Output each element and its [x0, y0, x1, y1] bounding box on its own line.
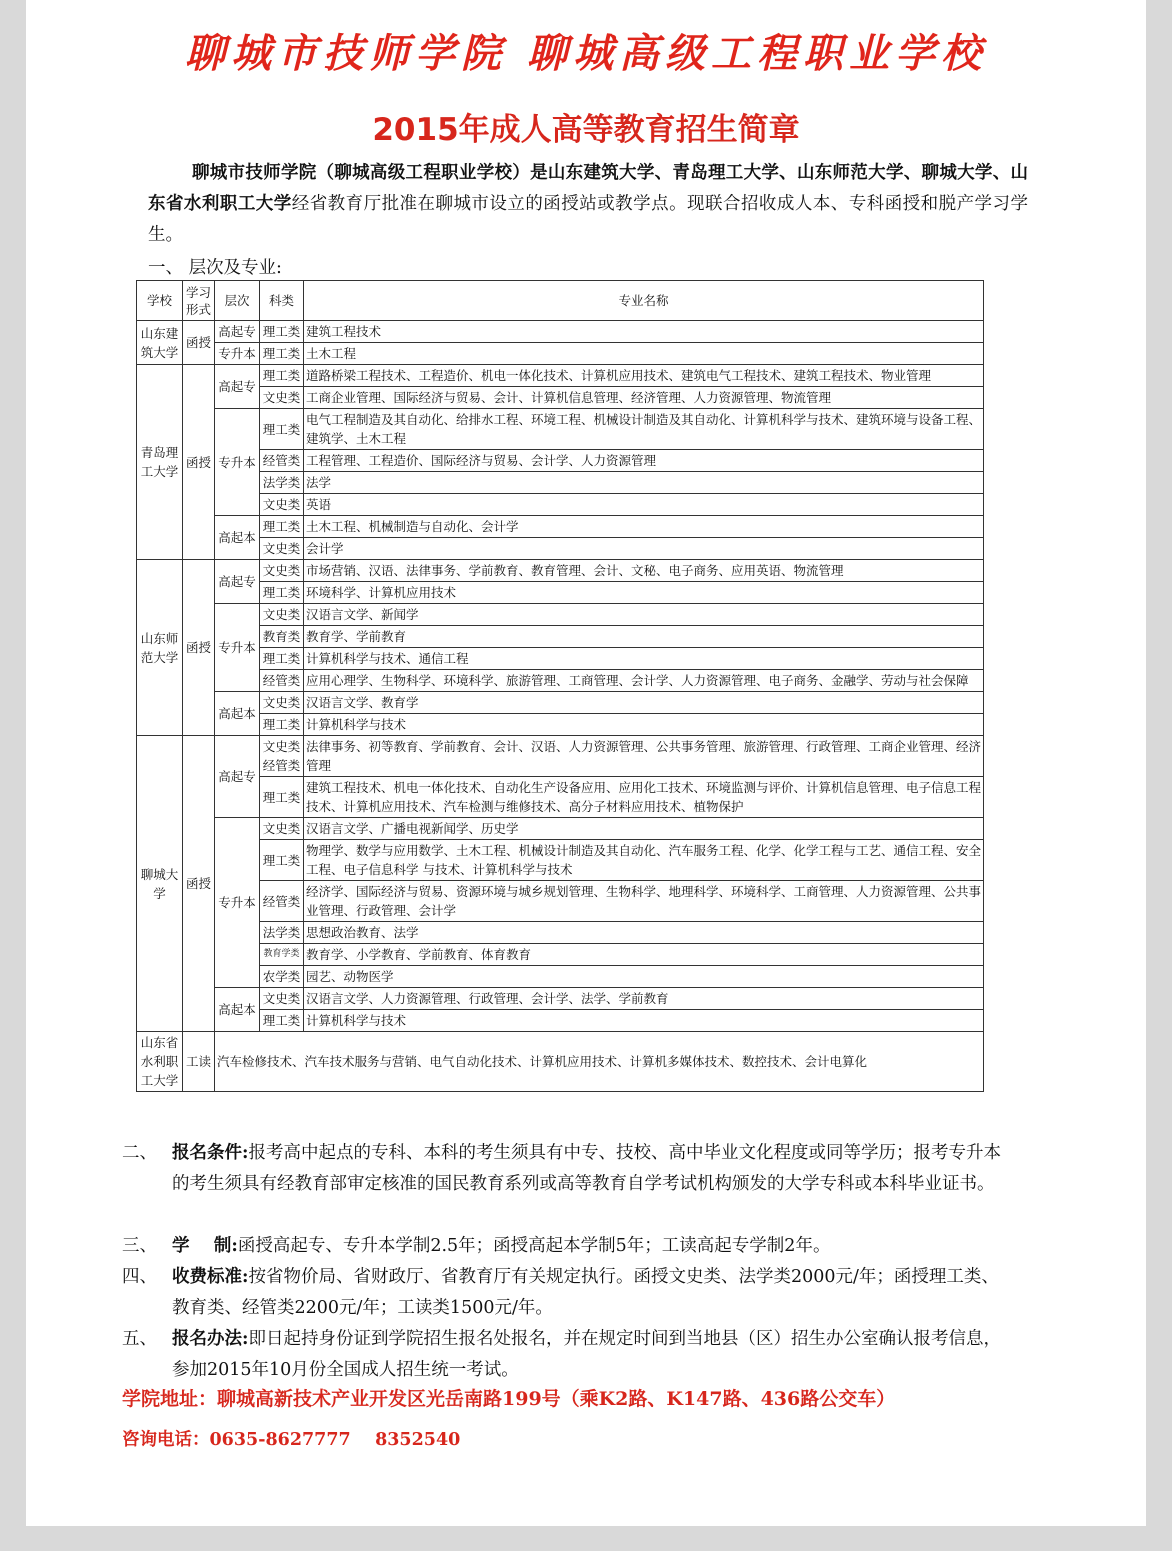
- section-label: 收费标准:: [172, 1267, 249, 1287]
- table-row: [137, 692, 984, 714]
- category-cell: 文史类: [260, 538, 304, 560]
- major-cell: 工商企业管理、国际经济与贸易、会计、计算机信息管理、经济管理、人力资源管理、物流管理: [304, 387, 984, 409]
- category-cell: 理工类: [260, 516, 304, 538]
- level-cell: 专升本: [215, 409, 260, 516]
- header-major: 专业名称: [304, 281, 984, 321]
- majors-table: [136, 280, 984, 1092]
- major-cell: 电气工程制造及其自动化、给排水工程、环境工程、机械设计制造及其自动化、计算机科学与技术、建筑环境与设备工程、建筑学、土木工程: [304, 409, 984, 450]
- table-row: [137, 538, 984, 560]
- category-cell: 理工类: [260, 365, 304, 387]
- major-cell: 园艺、动物医学: [304, 966, 984, 988]
- section-number: 二、: [122, 1143, 157, 1163]
- table-row: [137, 409, 984, 450]
- school-address: 学院地址：聊城高新技术产业开发区光岳南路199号（乘K2路、K147路、436路公交车）: [122, 1388, 896, 1410]
- major-cell: 思想政治教育、法学: [304, 922, 984, 944]
- category-cell: 理工类: [260, 777, 304, 818]
- school-header: 聊城市技师学院 聊城高级工程职业学校: [185, 30, 987, 77]
- level-cell: 专升本: [215, 343, 260, 365]
- section-label: 报名办法:: [172, 1329, 249, 1349]
- table-row: [137, 560, 984, 582]
- major-cell: 物理学、数学与应用数学、土木工程、机械设计制造及其自动化、汽车服务工程、化学、化学工程与工艺、通信工程、安全工程、电子信息科学 与技术、计算机科学与技术: [304, 840, 984, 881]
- category-cell: 理工类: [260, 648, 304, 670]
- table-row: [137, 387, 984, 409]
- table-row: [137, 840, 984, 881]
- major-cell: 教育学、学前教育: [304, 626, 984, 648]
- table-row: [137, 777, 984, 818]
- header-school: 学校: [137, 281, 183, 321]
- category-cell: 理工类: [260, 840, 304, 881]
- table-row: [137, 670, 984, 692]
- table-row: [137, 736, 984, 777]
- section-text: 函授高起专、专升本学制2.5年；函授高起本学制5年；工读高起专学制2年。: [237, 1236, 831, 1256]
- table-row: [137, 966, 984, 988]
- major-cell: 市场营销、汉语、法律事务、学前教育、教育管理、会计、文秘、电子商务、应用英语、物流管理: [304, 560, 984, 582]
- header-category: 科类: [260, 281, 304, 321]
- table-row: [137, 321, 984, 343]
- category-cell: 文史类: [260, 692, 304, 714]
- table-row: [137, 365, 984, 387]
- form-cell: 函授: [183, 365, 215, 560]
- major-cell: 计算机科学与技术: [304, 1010, 984, 1032]
- header-level: 层次: [215, 281, 260, 321]
- form-cell: 工读: [183, 1032, 215, 1092]
- category-cell: 理工类: [260, 321, 304, 343]
- school-cell: 聊城大学: [137, 736, 183, 1032]
- category-cell: 理工类: [260, 582, 304, 604]
- level-cell: 高起专: [215, 321, 260, 343]
- section-number: 四、: [122, 1267, 157, 1287]
- table-row: [137, 1032, 984, 1092]
- level-cell: 高起专: [215, 736, 260, 818]
- page-title: 2015年成人高等教育招生简章: [372, 112, 800, 148]
- major-cell: 法律事务、初等教育、学前教育、会计、汉语、人力资源管理、公共事务管理、旅游管理、行政管理、工商企业管理、经济管理: [304, 736, 984, 777]
- table-row: [137, 648, 984, 670]
- school-cell: 山东师范大学: [137, 560, 183, 736]
- table-row: [137, 450, 984, 472]
- level-cell: 高起本: [215, 692, 260, 736]
- school-cell: 山东省水利职工大学: [137, 1032, 183, 1092]
- category-cell: 农学类: [260, 966, 304, 988]
- category-cell: 经管类: [260, 450, 304, 472]
- table-row: [137, 582, 984, 604]
- form-cell: 函授: [183, 560, 215, 736]
- table-row: [137, 714, 984, 736]
- table-row: [137, 472, 984, 494]
- major-cell: 建筑工程技术、机电一体化技术、自动化生产设备应用、应用化工技术、环境监测与评价、计算机信息管理、电子信息工程技术、计算机应用技术、汽车检测与维修技术、高分子材料应用技术、植物保护: [304, 777, 984, 818]
- category-cell: 法学类: [260, 472, 304, 494]
- table-row: [137, 818, 984, 840]
- level-cell: 高起本: [215, 988, 260, 1032]
- intro-schools: 聊城市技师学院（聊城高级工程职业学校）是山东建筑大学、青岛理工大学、山东师范大学、聊城大学、山东省水利职工大学: [148, 163, 1028, 214]
- major-cell: 土木工程、机械制造与自动化、会计学: [304, 516, 984, 538]
- category-cell: 教育类: [260, 626, 304, 648]
- table-row: [137, 626, 984, 648]
- category-cell: 文史类: [260, 560, 304, 582]
- category-cell: 理工类: [260, 343, 304, 365]
- category-cell: 理工类: [260, 409, 304, 450]
- section-text: 按省物价局、省财政厅、省教育厅有关规定执行。函授文史类、法学类2000元/年；函授理工类、教育类、经管类2200元/年；工读类1500元/年。: [172, 1267, 999, 1318]
- category-cell: 文史类经管类: [260, 736, 304, 777]
- category-cell: 法学类: [260, 922, 304, 944]
- major-cell: 工程管理、工程造价、国际经济与贸易、会计学、人力资源管理: [304, 450, 984, 472]
- major-cell: 汉语言文学、教育学: [304, 692, 984, 714]
- major-cell: 土木工程: [304, 343, 984, 365]
- category-cell: 文史类: [260, 818, 304, 840]
- major-cell: 汉语言文学、广播电视新闻学、历史学: [304, 818, 984, 840]
- section-label: 学 制:: [172, 1236, 238, 1256]
- intro-text: 经省教育厅批准在聊城市设立的函授站或教学点。现联合招收成人本、专科函授和脱产学习学生。: [148, 194, 1028, 245]
- level-cell: 高起本: [215, 516, 260, 560]
- category-cell: 经管类: [260, 881, 304, 922]
- table-row: [137, 494, 984, 516]
- header-study-form: 学习形式: [183, 281, 215, 321]
- major-cell: 会计学: [304, 538, 984, 560]
- table-row: [137, 604, 984, 626]
- level-cell: 专升本: [215, 818, 260, 988]
- table-row: [137, 988, 984, 1010]
- table-row: [137, 343, 984, 365]
- category-cell: 文史类: [260, 988, 304, 1010]
- major-cell: 计算机科学与技术: [304, 714, 984, 736]
- section-text: 报考高中起点的专科、本科的考生须具有中专、技校、高中毕业文化程度或同等学历；报考专升本的考生须具有经教育部审定核准的国民教育系列或高等教育自学考试机构颁发的大学专科或本科毕业证书。: [172, 1143, 1001, 1194]
- major-cell: 教育学、小学教育、学前教育、体育教育: [304, 944, 984, 966]
- category-cell: 理工类: [260, 714, 304, 736]
- level-cell: 专升本: [215, 604, 260, 692]
- section-5: [122, 1324, 1007, 1386]
- major-cell: 汽车检修技术、汽车技术服务与营销、电气自动化技术、计算机应用技术、计算机多媒体技术、数控技术、会计电算化: [215, 1032, 984, 1092]
- major-cell: 道路桥梁工程技术、工程造价、机电一体化技术、计算机应用技术、建筑电气工程技术、建筑工程技术、物业管理: [304, 365, 984, 387]
- category-cell: 经管类: [260, 670, 304, 692]
- section-number: 三、: [122, 1236, 157, 1256]
- table-row: [137, 1010, 984, 1032]
- section-number: 五、: [122, 1329, 157, 1349]
- school-cell: 山东建筑大学: [137, 321, 183, 365]
- major-cell: 汉语言文学、新闻学: [304, 604, 984, 626]
- major-cell: 汉语言文学、人力资源管理、行政管理、会计学、法学、学前教育: [304, 988, 984, 1010]
- category-cell: 文史类: [260, 604, 304, 626]
- section-label: 报名条件:: [172, 1143, 249, 1163]
- category-cell: 理工类: [260, 1010, 304, 1032]
- section-4: [122, 1262, 1007, 1324]
- major-cell: 环境科学、计算机应用技术: [304, 582, 984, 604]
- level-cell: 高起专: [215, 560, 260, 604]
- section-3: [122, 1231, 1007, 1262]
- form-cell: 函授: [183, 321, 215, 365]
- major-cell: 建筑工程技术: [304, 321, 984, 343]
- table-row: [137, 944, 984, 966]
- major-cell: 法学: [304, 472, 984, 494]
- table-row: [137, 516, 984, 538]
- major-cell: 英语: [304, 494, 984, 516]
- contact-phone: 咨询电话：0635-8627777 8352540: [122, 1430, 461, 1450]
- major-cell: 经济学、国际经济与贸易、资源环境与城乡规划管理、生物科学、地理科学、环境科学、工商管理、人力资源管理、公共事业管理、行政管理、会计学: [304, 881, 984, 922]
- table-row: [137, 881, 984, 922]
- section-2: [122, 1138, 1007, 1200]
- level-cell: 高起专: [215, 365, 260, 409]
- major-cell: 计算机科学与技术、通信工程: [304, 648, 984, 670]
- section-text: 即日起持身份证到学院招生报名处报名，并在规定时间到当地县（区）招生办公室确认报考信息，参加2015年10月份全国成人招生统一考试。: [172, 1329, 1001, 1380]
- intro-paragraph: [148, 158, 1028, 251]
- category-cell: 教育学类: [260, 944, 304, 966]
- category-cell: 文史类: [260, 494, 304, 516]
- table-row: [137, 922, 984, 944]
- category-cell: 文史类: [260, 387, 304, 409]
- major-cell: 应用心理学、生物科学、环境科学、旅游管理、工商管理、会计学、人力资源管理、电子商务、金融学、劳动与社会保障: [304, 670, 984, 692]
- section-1-heading: 一、 层次及专业:: [148, 258, 282, 278]
- school-cell: 青岛理工大学: [137, 365, 183, 560]
- form-cell: 函授: [183, 736, 215, 1032]
